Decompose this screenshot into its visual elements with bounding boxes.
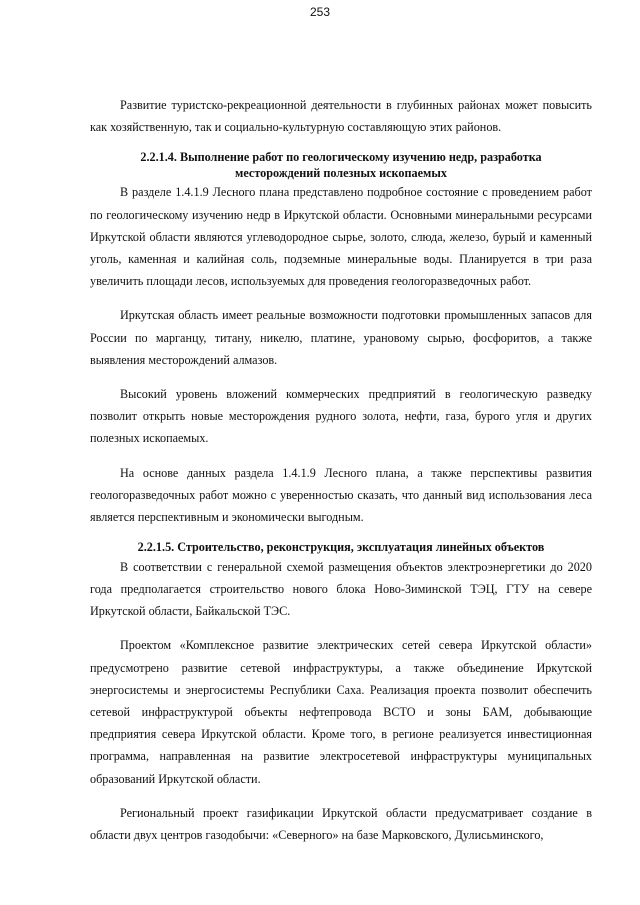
section-heading-geology: 2.2.1.4. Выполнение работ по геологическому изучению недр, разработка месторождений полезных ископаемых bbox=[140, 150, 542, 180]
paragraph-power-plan: В соответствии с генеральной схемой размещения объектов электроэнергетики до 2020 года предполагается строительство нового блока Ново-Зиминской ТЭЦ, ГТУ на севере Иркутской области, Байкальской ТЭС. bbox=[90, 559, 592, 619]
paragraph-investment: Высокий уровень вложений коммерческих предприятий в геологическую разведку позволит открыть новые месторождения рудного золота, нефти, газа, бурого угля и других полезных ископаемых. bbox=[90, 387, 592, 446]
section-heading-linear-objects: 2.2.1.5. Строительство, реконструкция, эксплуатация линейных объектов bbox=[137, 540, 545, 555]
paragraph-tourism: Развитие туристско-рекреационной деятельности в глубинных районах может повысить как хозяйственную, так и социально-культурную составляющую этих районов. bbox=[90, 98, 592, 135]
document-body bbox=[90, 94, 592, 858]
paragraph-grid-project: Проектом «Комплексное развитие электрических сетей севера Иркутской области» предусмотрено развитие сетевой инфраструктуры, а также объединение Иркутской энергосистемы и энергосистемы Республики Саха. Реализация проекта позволит обеспечить сетевой инфраструктурой объекты нефтепровода ВСТО и зоны БАМ, добывающие предприятия севера Иркутской области. Кроме того, в регионе реализуется инвестиционная программа, направленная на развитие электросетевой инфраструктуры муниципальных образований Иркутской области. bbox=[90, 638, 592, 786]
paragraph-geology-overview: В разделе 1.4.1.9 Лесного плана представлено подробное состояние с проведением работ по геологическому изучению недр в Иркутской области. Основными минеральными ресурсами Иркутской области являются углеводородное сырье, золото, слюда, железо, бурый и каменный уголь, каменная и калийная соль, подземные минеральные воды. Планируется в три раза увеличить площади лесов, используемых для проведения геологоразведочных работ. bbox=[90, 185, 592, 289]
page-number: 253 bbox=[309, 5, 331, 19]
paragraph-gasification: Региональный проект газификации Иркутской области предусматривает создание в области двух центров газодобычи: «Северного» на базе Марковского, Дулисьминского, bbox=[90, 805, 592, 842]
paragraph-geology-conclusion: На основе данных раздела 1.4.1.9 Лесного плана, а также перспективы развития геологоразведочных работ можно с уверенностью сказать, что данный вид использования леса является перспективным и экономически выгодным. bbox=[90, 465, 592, 525]
paragraph-mineral-reserves: Иркутская область имеет реальные возможности подготовки промышленных запасов для России по марганцу, титану, никелю, платине, урановому сырью, фосфоритов, а также выявления месторождений алмазов. bbox=[90, 308, 592, 367]
